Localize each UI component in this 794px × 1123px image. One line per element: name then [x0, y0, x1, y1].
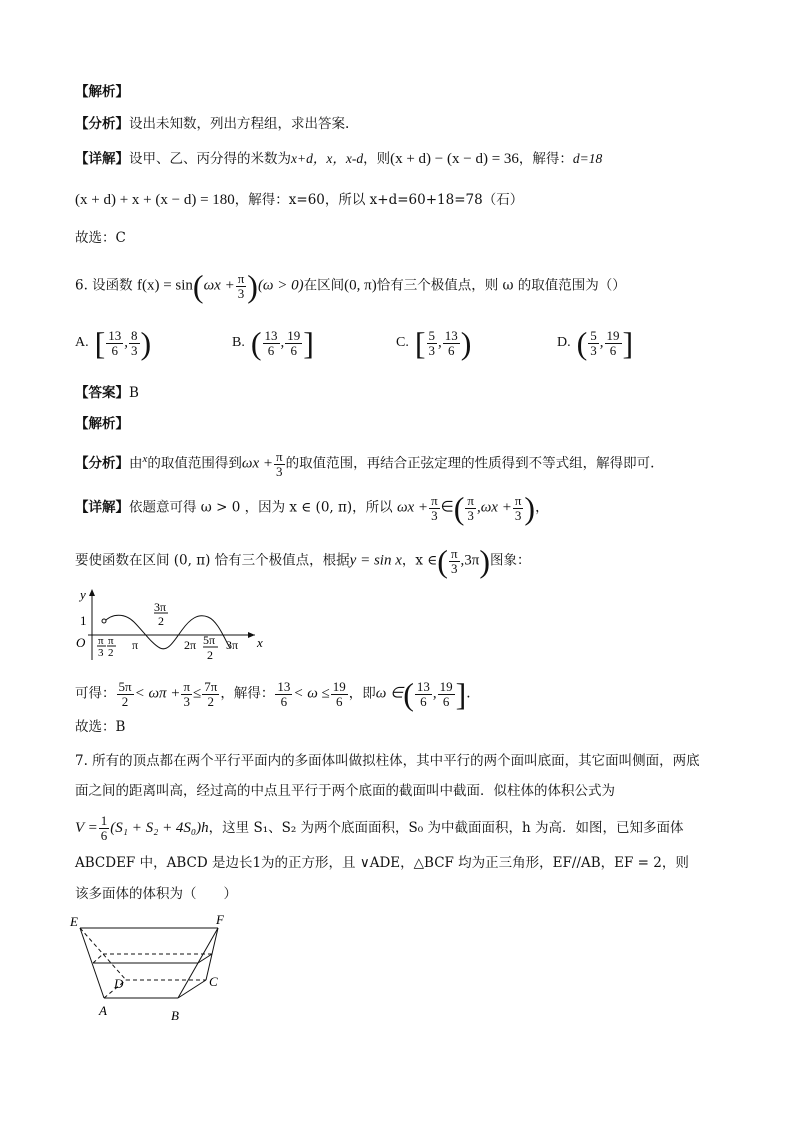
- q5-xiangjie: [75, 149, 602, 169]
- tick-5pi2-d: 2: [207, 648, 213, 662]
- q7-line3: V = $\frac{1}{6}$ (S₁ + S₂ + 4S₀)h，这里 S₁、S₂ 为两个底面面积，S₀ 为中截面面积，h 为高．如图，已知多面体: [75, 813, 684, 843]
- q5-line2: [75, 190, 523, 210]
- q6-interval: (0, π): [344, 277, 377, 294]
- q7-line2: 面之间的距离叫高，经过高的中点且平行于两个底面的截面叫中截面．似柱体的体积公式为: [75, 783, 615, 799]
- q6-xj-in: ∈: [440, 499, 454, 516]
- jiexi-tag-1: 【解析】: [75, 84, 129, 100]
- q6-kede-label: 可得：: [75, 685, 116, 702]
- q6-fenxi-inner: ωx +: [241, 455, 274, 472]
- q6-fenxi: 【分析】由$^x$的取值范围得到ωx + $\frac{\pi}{3}$ 的取值范围，再结合正弦定理的性质得到不等式组，解得即可.: [75, 448, 655, 479]
- tick-3pi2-d: 2: [158, 614, 164, 628]
- q5-fenxi: [75, 114, 349, 134]
- q6-yaoshi-3: 图象：: [490, 552, 531, 569]
- label-x: x: [257, 635, 263, 650]
- y-axis-arrow: [89, 589, 95, 596]
- q7-line5: 该多面体的体积为（ ）: [75, 886, 237, 902]
- q6-yaoshi-2: ，x ∈: [401, 552, 438, 569]
- q6-xiangjie: 【详解】依题意可得 ω > 0 ，因为 x ∈ (0, π)，所以 ωx + $\frac{\pi}{3}$ ∈( $\frac{\pi}{3}$ ,ωx + $\frac{\pi}{3}$ )，: [75, 490, 549, 526]
- x-axis-arrow: [248, 632, 255, 638]
- fenxi-tag-2: 【分析】: [75, 455, 129, 472]
- jiexi-tag-2: 【解析】: [75, 416, 129, 432]
- q6-ji: ，即: [348, 685, 376, 702]
- q6-yaoshi-sin: y = sin x: [349, 552, 402, 569]
- q6-fx: f(x) = sin: [136, 277, 193, 294]
- q5-jiede: ，解得：: [518, 151, 573, 167]
- q6-fenxi-1: 由: [129, 455, 143, 472]
- option-b[interactable]: B. ( $\frac{13}{6}$ , $\frac{19}{6}$ ]: [232, 325, 314, 361]
- q6-xj-1: 依题意可得 ω > 0 ，因为 x ∈ (0, π)，所以: [129, 499, 393, 516]
- tick-2pi: 2π: [184, 638, 197, 652]
- q6-answer: [75, 383, 139, 403]
- q6-fenxi-2: 的取值范围得到: [147, 455, 242, 472]
- q6-yaoshi-1: 要使函数在区间 (0, π) 恰有三个极值点，根据: [75, 552, 350, 569]
- open-point: [102, 619, 106, 623]
- label-y: y: [80, 587, 86, 602]
- q7-line3-rest: ，这里 S₁、S₂ 为两个底面面积，S₀ 为中截面面积，h 为高．如图，已知多面体: [208, 820, 684, 836]
- xiangjie-tag-2: 【详解】: [75, 499, 129, 516]
- label-b: B: [171, 1008, 179, 1023]
- q7-line1: 7. 所有的顶点都在两个平行平面内的多面体叫做拟柱体，其中平行的两个面叫底面，其它面叫侧面，两底: [75, 753, 700, 769]
- q5-text: 设甲、乙、丙分得的米数为: [129, 151, 291, 167]
- label-a: A: [99, 1003, 107, 1018]
- q6-ineq-mid: < ωπ +: [134, 685, 181, 702]
- label-f: F: [216, 912, 224, 927]
- q5-line2-rest: ，解得：x=60，所以 x+d=60+18=78（石）: [234, 192, 524, 208]
- q6-omega-rng: < ω ≤: [293, 685, 330, 702]
- q6-stem: 6. 设函数 f(x) = sin(ωx + $\frac{\pi}{3}$ )(ω > 0)在区间(0, π)恰有三个极值点，则 ω 的取值范围为（）: [75, 268, 626, 304]
- option-c[interactable]: C. [ $\frac{5}{3}$ , $\frac{13}{6}$ ): [396, 325, 472, 361]
- q6-yaoshi: 要使函数在区间 (0, π) 恰有三个极值点，根据y = sin x，x ∈( $\frac{\pi}{3}$ ,3π)图象：: [75, 543, 531, 579]
- polyhedron-figure: [66, 912, 236, 1027]
- option-d[interactable]: D. ( $\frac{5}{3}$ , $\frac{19}{6}$ ]: [557, 325, 634, 361]
- edge-bc: [178, 980, 206, 998]
- tick-pi3-d: 3: [98, 647, 104, 659]
- q7-formula-rest: (S₁ + S₂ + 4S₀)h: [110, 820, 209, 836]
- tick-3pi: 3π: [226, 638, 239, 652]
- q6-cond: (ω > 0): [257, 277, 304, 294]
- q6-xj-inner2: ωx +: [480, 499, 512, 516]
- q6-inner: ωx +: [203, 277, 235, 294]
- sine-graph: [70, 585, 270, 665]
- tick-pi2-n: π: [108, 635, 114, 647]
- tick-pi: π: [132, 638, 139, 652]
- q5-fenxi-text: 设出未知数，列出方程组，求出答案.: [129, 116, 350, 132]
- q7-formula-v: V =: [75, 820, 98, 836]
- q6-choose: 故选：B: [75, 719, 126, 735]
- q7-line4: ABCDEF 中，ABCD 是边长1为的正方形，且 ∨ADE，△BCF 均为正三角形，EF//AB，EF = 2，则: [75, 855, 689, 871]
- q5-vars: x+d，x，x-d: [291, 151, 364, 166]
- tick-pi3-n: π: [98, 635, 104, 647]
- tick-pi2-d: 2: [108, 647, 114, 659]
- label-d: D: [114, 976, 124, 991]
- q6-text2: 恰有三个极值点，则 ω 的取值范围为（）: [376, 277, 626, 294]
- q6-omega-in: ω ∈: [375, 685, 404, 702]
- q6-fenxi-x: x: [142, 453, 148, 465]
- q6-jiede2: ，解得：: [220, 685, 275, 702]
- option-a[interactable]: A. [ $\frac{13}{6}$ , $\frac{8}{3}$ ): [75, 325, 152, 361]
- q5-text-c: ，则: [363, 151, 391, 167]
- q5-dval: d=18: [572, 151, 603, 166]
- q6-answer-value: B: [129, 385, 139, 401]
- q5-eq1: (x + d) − (x − d) = 36: [390, 151, 519, 167]
- label-c: C: [209, 974, 218, 989]
- q6-fenxi-3: 的取值范围，再结合正弦定理的性质得到不等式组，解得即可.: [285, 455, 655, 472]
- q6-kede: 可得： $\frac{5\pi}{2}$ < ωπ + $\frac{\pi}{3}$ ≤ $\frac{7\pi}{2}$ ，解得： $\frac{13}{6}$ < ω ≤ $\frac{19}{6}$ ，即ω ∈( $\frac{13}{6}$ , $\frac{19}{6}$ ].: [75, 676, 471, 712]
- q6-le: ≤: [193, 685, 202, 702]
- q6-frac-pi3: $\frac{\pi}{3}$: [237, 270, 245, 301]
- q6-prefix: 6. 设函数: [75, 277, 133, 294]
- mid-left: [93, 954, 103, 963]
- q6-text: 在区间: [303, 277, 345, 294]
- label-one: 1: [80, 613, 87, 628]
- q6-xj-inner: ωx +: [396, 499, 429, 516]
- tick-5pi2-n: 5π: [203, 633, 216, 647]
- label-origin: O: [76, 635, 86, 650]
- tick-3pi2-n: 3π: [154, 600, 167, 614]
- label-e: E: [70, 914, 78, 929]
- fenxi-tag: 【分析】: [75, 116, 129, 132]
- xiangjie-tag: 【详解】: [75, 151, 129, 167]
- daan-tag: 【答案】: [75, 385, 129, 401]
- q5-eq2: (x + d) + x + (x − d) = 180: [75, 192, 235, 208]
- q5-choose: 故选：C: [75, 230, 126, 246]
